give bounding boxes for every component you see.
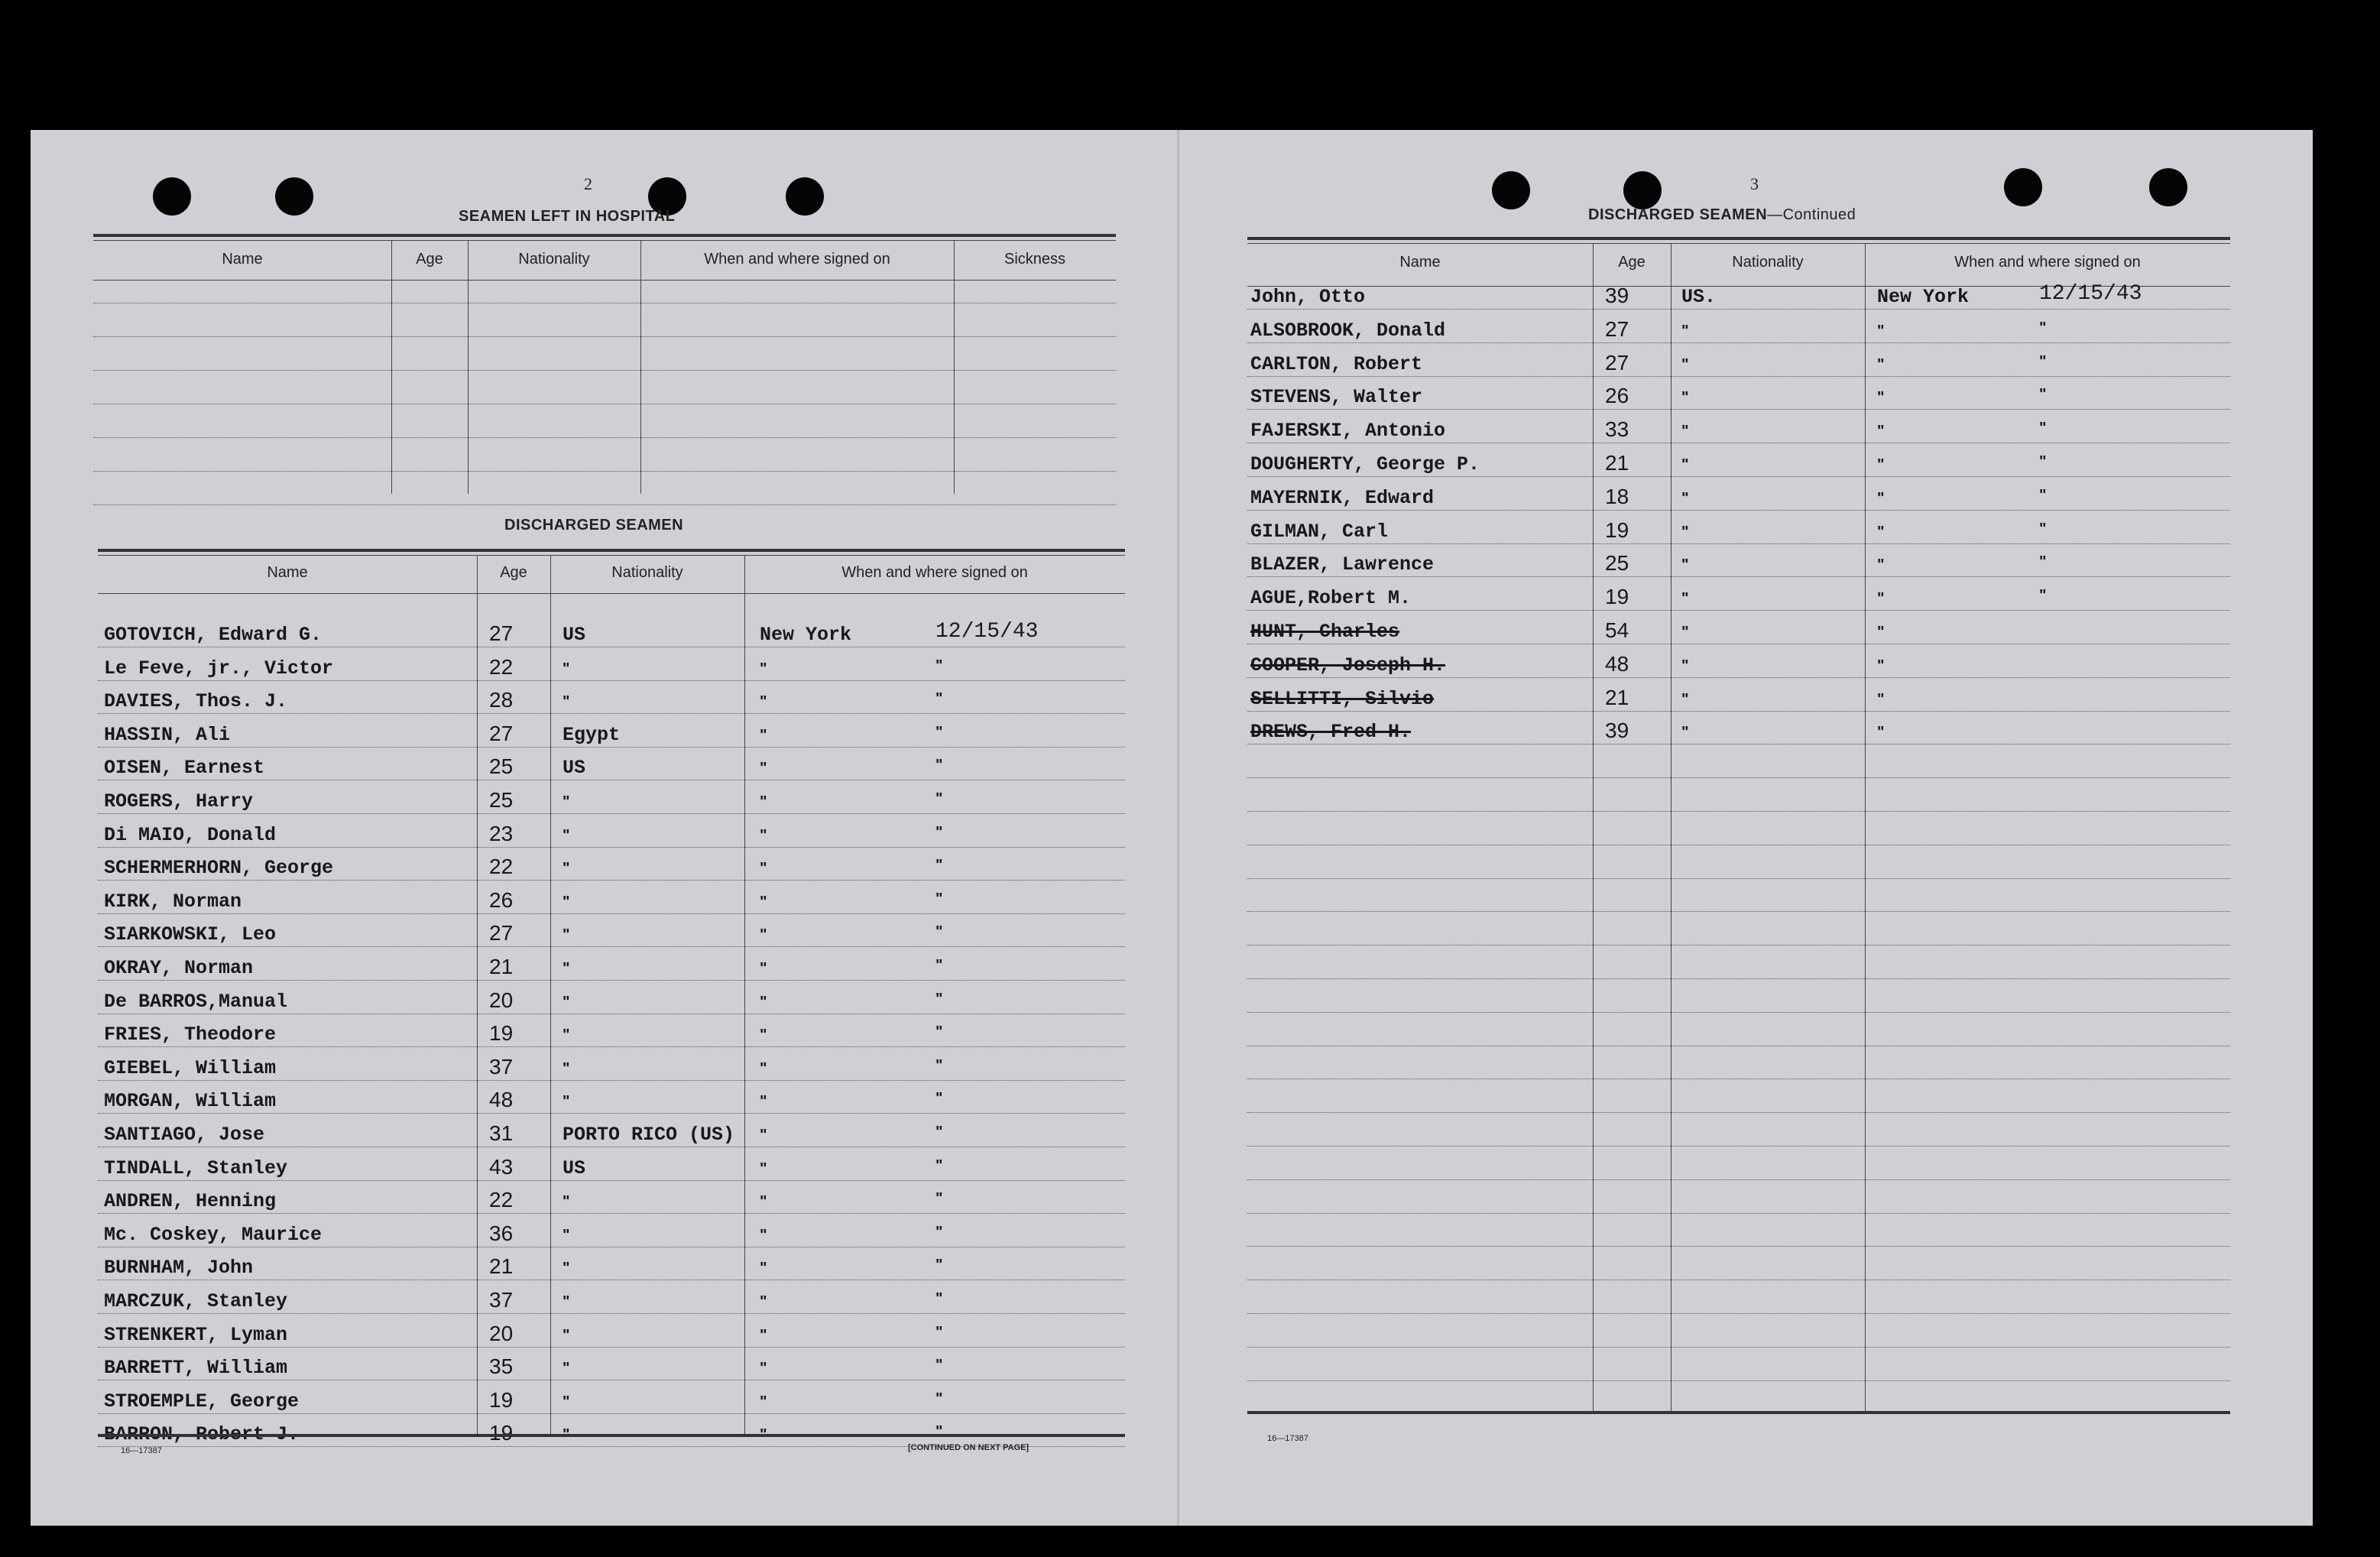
signed-on-date: " <box>2039 553 2047 571</box>
seaman-age: 39 <box>1605 718 1629 743</box>
form-number: 16—17387 <box>1267 1434 1308 1443</box>
signed-on-date: " <box>935 923 943 941</box>
seaman-age: 35 <box>489 1354 514 1379</box>
seaman-nationality: " <box>1681 724 1689 741</box>
seaman-nationality: " <box>563 793 570 810</box>
row-rule <box>98 880 1125 881</box>
seaman-name: BLAZER, Lawrence <box>1250 553 1435 576</box>
seaman-age: 37 <box>489 1054 514 1079</box>
row-rule <box>1247 1313 2230 1314</box>
seaman-nationality: " <box>563 1260 570 1277</box>
signed-on-date: " <box>935 690 943 708</box>
signed-on-place: " <box>1877 556 1885 574</box>
seaman-age: 27 <box>489 721 514 745</box>
column-header: Sickness <box>1004 251 1066 268</box>
signed-on-date: " <box>935 790 943 807</box>
signed-on-date: " <box>2039 453 2047 470</box>
signed-on-date: " <box>935 890 943 907</box>
row-rule <box>98 1413 1125 1414</box>
signed-on-date: " <box>935 1156 943 1174</box>
seaman-name: STRENKERT, Lyman <box>104 1323 288 1346</box>
signed-on-place: " <box>760 1160 767 1177</box>
row-rule <box>1247 978 2230 979</box>
seaman-name: SIARKOWSKI, Leo <box>104 923 277 946</box>
heading-continued: —Continued <box>1767 206 1856 223</box>
seaman-age: 27 <box>489 921 514 946</box>
row-rule <box>98 1080 1125 1081</box>
seaman-nationality: " <box>563 1059 570 1077</box>
signed-on-place: " <box>760 960 767 977</box>
seaman-name: FAJERSKI, Antonio <box>1250 420 1446 443</box>
row-rule <box>1247 342 2230 343</box>
punch-hole <box>275 177 313 216</box>
column-divider <box>391 240 392 494</box>
seaman-nationality: " <box>1681 423 1689 440</box>
seaman-name: ALSOBROOK, Donald <box>1250 319 1446 342</box>
seaman-age: 22 <box>489 1188 514 1212</box>
row-rule <box>1247 911 2230 912</box>
row-rule <box>1247 777 2230 778</box>
seaman-age: 22 <box>489 855 514 879</box>
row-rule <box>98 680 1125 681</box>
row-rule <box>98 1213 1125 1214</box>
column-header: Nationality <box>518 251 590 268</box>
signed-on-place: " <box>760 1293 767 1310</box>
row-rule <box>1247 1246 2230 1247</box>
seaman-name: DOUGHERTY, George P. <box>1250 453 1480 475</box>
signed-on-place: " <box>760 1393 767 1410</box>
row-rule <box>1247 1012 2230 1013</box>
column-divider <box>477 555 478 1434</box>
seaman-age: 19 <box>489 1387 514 1412</box>
seaman-age: 25 <box>489 788 514 812</box>
seaman-age: 21 <box>1605 451 1629 475</box>
seaman-name: ANDREN, Henning <box>104 1190 277 1213</box>
signed-on-date: " <box>935 1023 943 1041</box>
signed-on-place: " <box>1877 322 1885 339</box>
signed-on-place: " <box>1877 523 1885 540</box>
row-rule <box>1247 409 2230 410</box>
seaman-nationality: " <box>563 1293 570 1310</box>
column-header: Age <box>500 564 527 581</box>
row-rule <box>1247 543 2230 544</box>
row-rule <box>1247 309 2230 310</box>
seaman-age: 25 <box>1605 551 1629 576</box>
column-header: When and where signed on <box>704 251 890 268</box>
seaman-name: Di MAIO, Donald <box>104 823 277 846</box>
left-page <box>31 130 1177 1526</box>
seaman-name: MAYERNIK, Edward <box>1250 486 1435 509</box>
seaman-nationality: " <box>1681 657 1689 674</box>
seaman-name: SCHERMERHORN, George <box>104 857 334 880</box>
signed-on-place: " <box>760 860 767 877</box>
seaman-age: 21 <box>489 955 514 978</box>
seaman-age: 26 <box>1605 384 1629 408</box>
seaman-nationality: US <box>563 624 586 646</box>
seaman-nationality: " <box>563 1393 570 1410</box>
seaman-nationality: " <box>563 1226 570 1244</box>
seaman-name: BURNHAM, John <box>104 1257 254 1280</box>
seaman-nationality: " <box>563 893 570 910</box>
seaman-age: 31 <box>489 1121 514 1145</box>
seaman-age: 19 <box>1605 585 1629 609</box>
row-rule <box>1247 1179 2230 1180</box>
row-rule <box>98 813 1125 814</box>
document-sheet <box>31 130 2313 1526</box>
seaman-name: GIEBEL, William <box>104 1056 277 1079</box>
seaman-age: 27 <box>1605 316 1629 341</box>
seaman-name: HASSIN, Ali <box>104 723 231 746</box>
page-number: 2 <box>584 174 592 193</box>
seaman-age: 18 <box>1605 484 1629 508</box>
seaman-nationality: " <box>1681 389 1689 407</box>
signed-on-place: " <box>1877 724 1885 741</box>
seaman-nationality: " <box>563 993 570 1010</box>
seaman-nationality: " <box>1681 590 1689 608</box>
seaman-nationality: " <box>563 1193 570 1211</box>
signed-on-date: " <box>935 857 943 874</box>
signed-on-date: " <box>2039 352 2047 370</box>
signed-on-place: " <box>760 1093 767 1111</box>
signed-on-date: " <box>2039 319 2047 336</box>
column-divider <box>1593 243 1594 1411</box>
seaman-nationality: " <box>563 1360 570 1377</box>
row-rule <box>1247 576 2230 577</box>
signed-on-place: " <box>760 1027 767 1044</box>
signed-on-date: " <box>935 1290 943 1307</box>
row-rule <box>1247 476 2230 477</box>
column-divider <box>744 555 745 1434</box>
seaman-nationality: " <box>1681 489 1689 507</box>
seaman-age: 27 <box>489 621 514 645</box>
seaman-nationality: PORTO RICO (US) <box>563 1124 735 1146</box>
row-rule <box>1247 878 2230 879</box>
seaman-name: Le Feve, jr., Victor <box>104 657 334 680</box>
column-header: When and where signed on <box>841 564 1028 581</box>
signed-on-date: " <box>935 657 943 674</box>
column-header: Name <box>1399 254 1441 271</box>
signed-on-place: " <box>760 1260 767 1277</box>
signed-on-date: " <box>2039 587 2047 605</box>
seaman-age: 26 <box>489 887 514 912</box>
signed-on-place: " <box>760 1326 767 1344</box>
seaman-name: OKRAY, Norman <box>104 957 254 979</box>
seaman-name: STROEMPLE, George <box>104 1390 300 1413</box>
seaman-name: KIRK, Norman <box>104 890 242 913</box>
column-divider <box>550 555 551 1434</box>
signed-on-date: " <box>2039 520 2047 537</box>
column-divider <box>1865 243 1866 1411</box>
signed-on-date: " <box>935 1257 943 1274</box>
signed-on-date: " <box>935 1390 943 1407</box>
seaman-name: TINDALL, Stanley <box>104 1156 288 1179</box>
seaman-age: 36 <box>489 1221 514 1245</box>
signed-on-date: " <box>2039 486 2047 504</box>
punch-hole <box>2004 168 2042 206</box>
column-header: Nationality <box>1732 254 1804 271</box>
signed-on-date: " <box>2039 420 2047 437</box>
seaman-name: DAVIES, Thos. J. <box>104 690 288 713</box>
signed-on-place: New York <box>1877 286 1970 308</box>
row-rule <box>1247 1213 2230 1214</box>
discharged-continued-heading <box>1588 206 1856 224</box>
signed-on-place: " <box>1877 423 1885 440</box>
seaman-name: MORGAN, William <box>104 1090 277 1113</box>
seaman-nationality: " <box>1681 556 1689 574</box>
signed-on-place: " <box>760 726 767 744</box>
row-rule <box>1247 945 2230 946</box>
seaman-age: 21 <box>1605 685 1629 709</box>
row-rule <box>93 504 1116 505</box>
seaman-name: BARRETT, William <box>104 1357 288 1380</box>
row-rule <box>1247 711 2230 712</box>
seaman-name: BARRON, Robert J. <box>104 1423 300 1446</box>
seaman-nationality: " <box>1681 624 1689 641</box>
column-header: Age <box>416 251 443 268</box>
signed-on-date: 12/15/43 <box>935 620 1039 644</box>
seaman-name: AGUE,Robert M. <box>1250 587 1412 610</box>
column-divider <box>640 240 641 494</box>
signed-on-date: " <box>935 1223 943 1241</box>
row-rule <box>98 747 1125 748</box>
seaman-name: CARLTON, Robert <box>1250 352 1423 375</box>
row-rule <box>1247 510 2230 511</box>
seaman-name: GILMAN, Carl <box>1250 520 1389 543</box>
row-rule <box>98 946 1125 947</box>
seaman-name: De BARROS,Manual <box>104 990 288 1013</box>
column-header: Name <box>267 564 308 581</box>
signed-on-place: " <box>1877 355 1885 373</box>
seaman-nationality: " <box>563 826 570 844</box>
signed-on-date: " <box>935 957 943 974</box>
signed-on-place: " <box>760 1127 767 1143</box>
signed-on-date: " <box>935 1423 943 1441</box>
signed-on-place: " <box>1877 624 1885 641</box>
seaman-age: 48 <box>489 1088 514 1112</box>
row-rule <box>1247 1146 2230 1147</box>
signed-on-date: " <box>935 1090 943 1108</box>
signed-on-place: " <box>760 893 767 910</box>
row-rule <box>1247 376 2230 377</box>
seaman-name: ROGERS, Harry <box>104 790 254 813</box>
seaman-age: 21 <box>489 1254 514 1279</box>
seaman-age: 28 <box>489 688 514 712</box>
signed-on-date: " <box>935 1190 943 1208</box>
row-rule <box>1247 1380 2230 1381</box>
seaman-nationality: Egypt <box>563 723 621 746</box>
signed-on-place: " <box>760 793 767 810</box>
column-divider <box>1671 243 1672 1411</box>
seaman-nationality: US <box>563 1156 586 1179</box>
signed-on-date: " <box>935 990 943 1007</box>
signed-on-place: " <box>760 1193 767 1211</box>
row-rule <box>98 913 1125 914</box>
seaman-nationality: " <box>563 860 570 877</box>
row-rule <box>1247 1347 2230 1348</box>
hospital-heading: SEAMEN LEFT IN HOSPITAL <box>459 208 676 225</box>
signed-on-date: " <box>935 757 943 774</box>
signed-on-date: " <box>935 1357 943 1374</box>
punch-hole <box>1492 171 1530 209</box>
signed-on-place: " <box>760 693 767 711</box>
form-number: 16—17387 <box>121 1446 162 1455</box>
signed-on-place: " <box>760 1426 767 1444</box>
seaman-age: 25 <box>489 754 514 779</box>
page-number: 3 <box>1750 174 1759 193</box>
seaman-name: SANTIAGO, Jose <box>104 1124 265 1146</box>
right-page <box>1177 130 2313 1526</box>
row-rule <box>93 437 1116 438</box>
row-rule <box>98 1180 1125 1181</box>
signed-on-place: " <box>1877 389 1885 407</box>
signed-on-place: " <box>1877 456 1885 473</box>
row-rule <box>1247 677 2230 678</box>
row-rule <box>98 1113 1125 1114</box>
column-header: Age <box>1618 254 1646 271</box>
signed-on-place: " <box>1877 489 1885 507</box>
signed-on-place: " <box>760 926 767 944</box>
punch-hole <box>786 177 824 216</box>
seaman-name: STEVENS, Walter <box>1250 386 1423 409</box>
seaman-age: 33 <box>1605 417 1629 442</box>
seaman-name: FRIES, Theodore <box>104 1023 277 1046</box>
seaman-age: 48 <box>1605 651 1629 676</box>
seaman-name: SELLITTI, Silvio <box>1250 687 1435 710</box>
seaman-nationality: " <box>1681 355 1689 373</box>
signed-on-place: " <box>760 993 767 1010</box>
seaman-age: 27 <box>1605 350 1629 375</box>
column-divider <box>954 240 955 494</box>
signed-on-date: " <box>935 823 943 841</box>
discharged-continued-table <box>1247 237 2230 1416</box>
seaman-name: COOPER, Joseph H. <box>1250 654 1446 676</box>
row-rule <box>98 1313 1125 1314</box>
row-rule <box>98 847 1125 848</box>
seaman-age: 20 <box>489 1321 514 1345</box>
seaman-nationality: " <box>563 693 570 711</box>
discharged-table <box>98 549 1125 1446</box>
signed-on-place: " <box>1877 690 1885 708</box>
seaman-nationality: " <box>1681 322 1689 339</box>
signed-on-date: " <box>935 1124 943 1140</box>
signed-on-place: " <box>760 760 767 777</box>
signed-on-place: New York <box>760 624 852 646</box>
seaman-name: DREWS, Fred H. <box>1250 721 1412 744</box>
row-rule <box>93 471 1116 472</box>
seaman-age: 22 <box>489 654 514 679</box>
seaman-nationality: " <box>563 1426 570 1444</box>
seaman-age: 54 <box>1605 618 1629 642</box>
punch-hole <box>1623 171 1662 209</box>
row-rule <box>98 1046 1125 1047</box>
signed-on-place: " <box>760 660 767 677</box>
column-header: When and where signed on <box>1954 254 2141 271</box>
seaman-nationality: " <box>563 1093 570 1111</box>
column-header: Nationality <box>611 564 683 581</box>
seaman-nationality: " <box>1681 523 1689 540</box>
signed-on-place: " <box>760 1226 767 1244</box>
seaman-name: MARCZUK, Stanley <box>104 1290 288 1312</box>
column-divider <box>468 240 469 494</box>
row-rule <box>98 713 1125 714</box>
seaman-name: OISEN, Earnest <box>104 757 265 780</box>
row-rule <box>93 336 1116 337</box>
row-rule <box>93 370 1116 371</box>
seaman-age: 19 <box>1605 517 1629 542</box>
seaman-age: 19 <box>489 1421 514 1445</box>
seaman-name: GOTOVICH, Edward G. <box>104 624 323 646</box>
discharged-heading: DISCHARGED SEAMEN <box>504 517 684 534</box>
seaman-nationality: " <box>563 1027 570 1044</box>
seaman-nationality: " <box>563 960 570 977</box>
seaman-age: 23 <box>489 821 514 845</box>
seaman-age: 20 <box>489 988 514 1012</box>
signed-on-place: " <box>1877 657 1885 674</box>
signed-on-date: 12/15/43 <box>2039 282 2142 306</box>
seaman-nationality: " <box>563 926 570 944</box>
seaman-nationality: " <box>563 1326 570 1344</box>
signed-on-place: " <box>760 1360 767 1377</box>
continued-note: [CONTINUED ON NEXT PAGE] <box>908 1443 1029 1452</box>
row-rule <box>1247 811 2230 812</box>
seaman-age: 43 <box>489 1154 514 1179</box>
seaman-name: HUNT, Charles <box>1250 621 1400 643</box>
signed-on-date: " <box>935 1323 943 1341</box>
signed-on-place: " <box>760 1059 767 1077</box>
row-rule <box>1247 1112 2230 1113</box>
seaman-nationality: " <box>1681 690 1689 708</box>
seaman-nationality: US <box>563 757 586 780</box>
seaman-age: 39 <box>1605 284 1629 307</box>
signed-on-date: " <box>2039 386 2047 404</box>
seaman-age: 19 <box>489 1021 514 1046</box>
hospital-table <box>93 234 1116 494</box>
punch-hole <box>2149 168 2187 206</box>
signed-on-date: " <box>935 723 943 741</box>
signed-on-place: " <box>760 826 767 844</box>
seaman-nationality: US. <box>1681 286 1717 308</box>
column-header: Name <box>222 251 263 268</box>
heading-main: DISCHARGED SEAMEN <box>1588 206 1768 223</box>
signed-on-date: " <box>935 1056 943 1074</box>
seaman-nationality: " <box>1681 456 1689 473</box>
punch-hole <box>153 177 191 216</box>
seaman-age: 37 <box>489 1288 514 1312</box>
row-rule <box>98 980 1125 981</box>
signed-on-place: " <box>1877 590 1885 608</box>
seaman-nationality: " <box>563 660 570 677</box>
seaman-name: John, Otto <box>1250 286 1366 308</box>
row-rule <box>98 1347 1125 1348</box>
seaman-name: Mc. Coskey, Maurice <box>104 1223 323 1246</box>
row-rule <box>1247 610 2230 611</box>
